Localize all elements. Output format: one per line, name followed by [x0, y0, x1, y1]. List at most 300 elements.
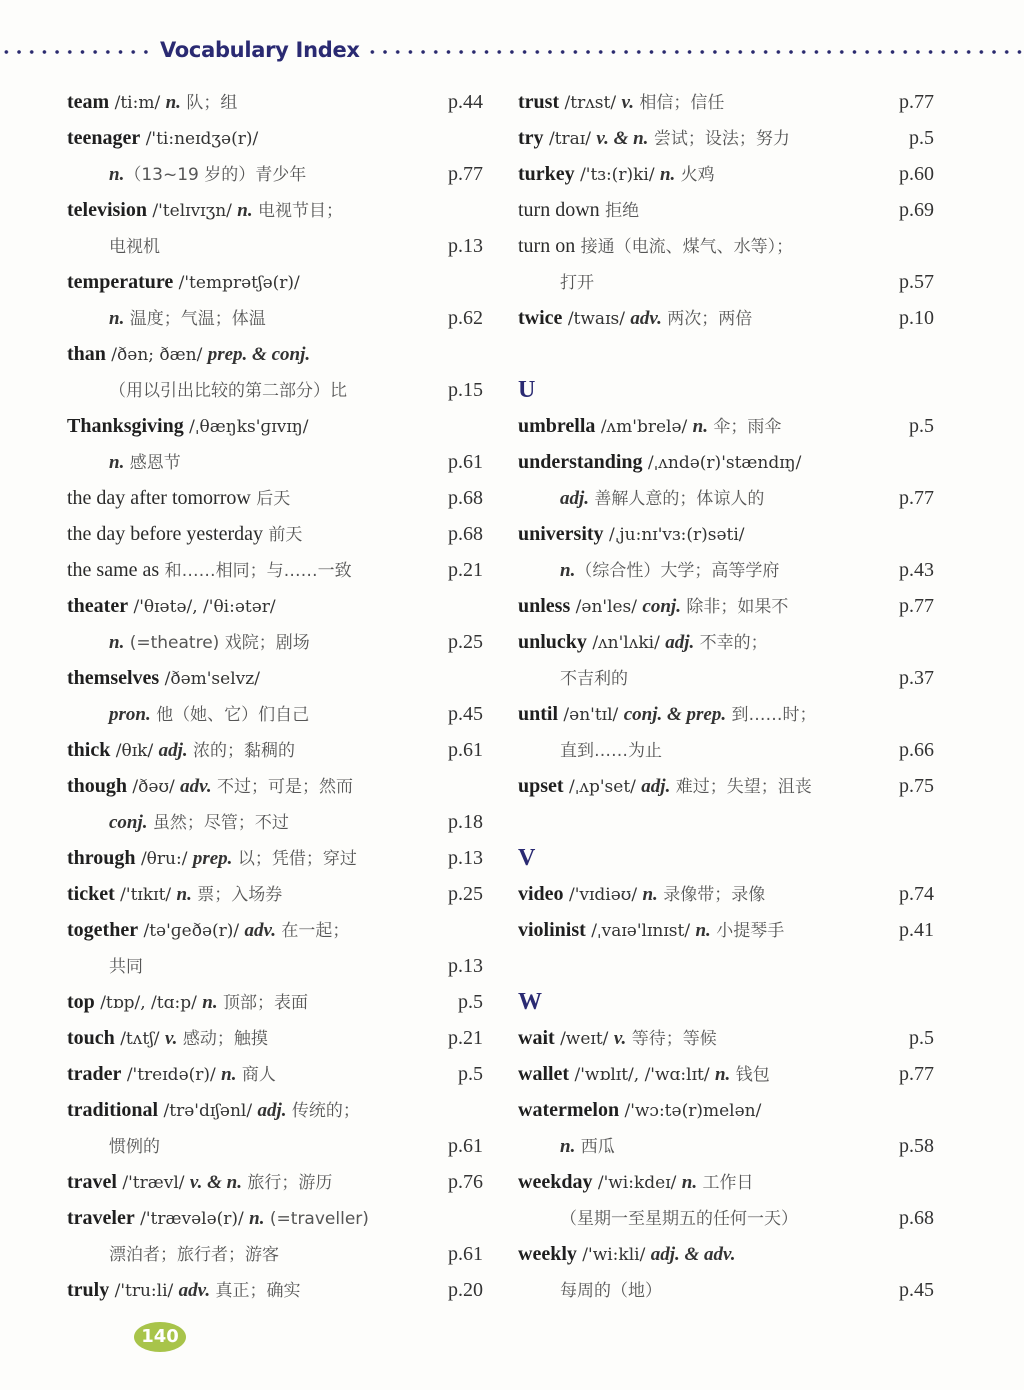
- headword: try: [518, 127, 544, 149]
- phonetic: /ti:m/: [109, 93, 166, 113]
- entry-continuation: [67, 372, 483, 408]
- page-ref: p.25: [448, 631, 483, 653]
- headword: wait: [518, 1027, 555, 1049]
- definition: 和……相同；与……一致: [159, 561, 352, 581]
- entry-body: [518, 1063, 770, 1085]
- page-ref: p.57: [899, 271, 934, 293]
- vocab-entry: [67, 660, 483, 696]
- vocab-entry: [518, 84, 934, 120]
- definition: 录像带；录像: [657, 885, 766, 905]
- dotted-rule-right: [366, 50, 1024, 54]
- definition: 不过；可是；然而: [211, 777, 354, 797]
- entry-body: [67, 487, 290, 509]
- definition: 不吉利的: [560, 669, 628, 689]
- definition: 惯例的: [109, 1137, 160, 1157]
- entry-body: [67, 1171, 332, 1193]
- entry-continuation: [518, 732, 934, 768]
- entry-body: [67, 523, 302, 545]
- part-of-speech: n.: [237, 200, 253, 221]
- definition: 不幸的；: [694, 633, 768, 653]
- entry-body: [518, 487, 764, 509]
- definition: 在一起；: [276, 921, 350, 941]
- phrase: the day after tomorrow: [67, 487, 251, 509]
- headword: through: [67, 847, 136, 869]
- headword: traditional: [67, 1099, 159, 1121]
- entry-continuation: [67, 444, 483, 480]
- headword: teenager: [67, 127, 141, 149]
- vocab-entry: [67, 1200, 483, 1236]
- phonetic: /ˌvaɪə'lɪnɪst/: [585, 921, 696, 941]
- entry-body: [67, 1099, 360, 1121]
- entry-body: [67, 595, 276, 617]
- entry-body: [518, 271, 594, 293]
- page-ref: p.61: [448, 451, 483, 473]
- headword: weekly: [518, 1243, 577, 1265]
- definition: 西瓜: [575, 1137, 615, 1157]
- page-title: Vocabulary Index: [160, 38, 360, 62]
- phonetic: /'wɒlɪt/, /'wɑ:lɪt/: [569, 1065, 715, 1085]
- entry-continuation: [518, 552, 934, 588]
- page-ref: p.77: [899, 487, 934, 509]
- definition: 旅行；游历: [241, 1173, 333, 1193]
- vocab-entry: [67, 1056, 483, 1092]
- section-gap: [518, 804, 934, 840]
- phonetic: /'wɔ:tə(r)melən/: [619, 1101, 762, 1121]
- definition: 难过；失望；沮丧: [670, 777, 812, 797]
- entry-body: [67, 415, 308, 437]
- part-of-speech: n.: [695, 920, 711, 941]
- page-ref: p.58: [899, 1135, 934, 1157]
- page-ref: p.13: [448, 847, 483, 869]
- page-ref: p.61: [448, 739, 483, 761]
- definition: 前天: [263, 525, 303, 545]
- phrase: turn on: [518, 235, 576, 257]
- vocab-entry: [518, 912, 934, 948]
- entry-body: [67, 739, 295, 761]
- phonetic: /'trævl/: [116, 1173, 190, 1193]
- entry-body: [67, 919, 349, 941]
- phonetic: /ˌju:nɪ'vɜ:(r)səti/: [603, 525, 745, 545]
- vocab-entry: [518, 516, 934, 552]
- vocab-entry: [67, 912, 483, 948]
- entry-continuation: [518, 264, 934, 300]
- headword: violinist: [518, 919, 586, 941]
- vocab-entry: [67, 516, 483, 552]
- definition: 相信；信任: [633, 93, 725, 113]
- headword: watermelon: [518, 1099, 620, 1121]
- page-header: [0, 36, 1024, 66]
- page-ref: p.68: [899, 1207, 934, 1229]
- entry-body: [518, 1171, 754, 1193]
- definition: 伞；雨伞: [707, 417, 782, 437]
- page-ref: p.69: [899, 199, 934, 221]
- entry-body: [518, 1243, 736, 1265]
- page-ref: p.77: [448, 163, 483, 185]
- headword: top: [67, 991, 95, 1013]
- headword: than: [67, 343, 106, 365]
- headword: Thanksgiving: [67, 415, 184, 437]
- section-gap: [518, 336, 934, 372]
- phonetic: /θru:/: [135, 849, 193, 869]
- vocab-entry: [67, 552, 483, 588]
- phonetic: /ˌθæŋks'ɡɪvɪŋ/: [183, 417, 309, 437]
- vocab-entry: [67, 480, 483, 516]
- definition: 虽然；尽管；不过: [147, 813, 289, 833]
- headword: traveler: [67, 1207, 135, 1229]
- vocab-entry: [67, 588, 483, 624]
- right-column: [518, 84, 934, 1308]
- definition: 漂泊者；旅行者；游客: [109, 1245, 279, 1265]
- page-ref: p.5: [458, 1063, 483, 1085]
- definition: 共同: [109, 957, 143, 977]
- part-of-speech: v. & n.: [596, 128, 649, 149]
- headword: until: [518, 703, 559, 725]
- phrase: the day before yesterday: [67, 523, 264, 545]
- page-ref: p.20: [448, 1279, 483, 1301]
- definition: 除非；如果不: [680, 597, 789, 617]
- definition: 以；凭借；穿过: [232, 849, 357, 869]
- entry-body: [67, 1027, 268, 1049]
- entry-body: [67, 775, 353, 797]
- entry-body: [518, 595, 788, 617]
- definition: （星期一至星期五的任何一天）: [560, 1209, 798, 1229]
- page-ref: p.21: [448, 1027, 483, 1049]
- entry-body: [518, 1207, 798, 1229]
- entry-continuation: [67, 804, 483, 840]
- definition: 后天: [250, 489, 291, 509]
- vocab-entry: [67, 876, 483, 912]
- headword: upset: [518, 775, 564, 797]
- entry-body: [67, 1207, 369, 1229]
- part-of-speech: v.: [613, 1028, 627, 1049]
- entry-body: [67, 883, 282, 905]
- part-of-speech: adj.: [257, 1100, 287, 1121]
- page-ref: p.45: [448, 703, 483, 725]
- vocab-entry: [518, 876, 934, 912]
- page-ref: p.60: [899, 163, 934, 185]
- part-of-speech: n.: [202, 992, 218, 1013]
- headword: trust: [518, 91, 560, 113]
- page-number-badge: 140: [134, 1322, 186, 1352]
- definition: 传统的；: [286, 1101, 360, 1121]
- entry-body: [518, 667, 628, 689]
- section-letter: W: [518, 989, 542, 1015]
- definition: 善解人意的；体谅人的: [589, 489, 765, 509]
- entry-continuation: [518, 660, 934, 696]
- definition: 钱包: [730, 1065, 770, 1085]
- part-of-speech: v.: [164, 1028, 178, 1049]
- phonetic: /'wi:kdeɪ/: [592, 1173, 682, 1193]
- definition: 电视节目；: [252, 201, 344, 221]
- definition: 感动；触摸: [177, 1029, 268, 1049]
- entry-body: [518, 307, 752, 329]
- phonetic: /ən'tɪl/: [558, 705, 624, 725]
- entry-body: [518, 1027, 717, 1049]
- vocab-entry: [67, 1164, 483, 1200]
- phonetic: /'temprətʃə(r)/: [173, 273, 300, 293]
- entry-continuation: [518, 1200, 934, 1236]
- phonetic: /tʌtʃ/: [114, 1029, 165, 1049]
- phonetic: /'vɪdiəʊ/: [563, 885, 643, 905]
- entry-body: [67, 127, 258, 149]
- section-letter: V: [518, 845, 536, 871]
- part-of-speech: n.: [221, 1064, 237, 1085]
- phonetic: /weɪt/: [554, 1029, 614, 1049]
- part-of-speech: n.: [109, 308, 125, 329]
- entry-body: [518, 523, 745, 545]
- entry-body: [518, 163, 715, 185]
- headword: unlucky: [518, 631, 587, 653]
- phonetic: /'wi:kli/: [576, 1245, 651, 1265]
- phonetic: /'θɪətə/, /'θi:ətər/: [128, 597, 276, 617]
- entry-body: [67, 343, 310, 365]
- page-ref: p.5: [909, 127, 934, 149]
- part-of-speech: n.: [176, 884, 192, 905]
- headword: weekday: [518, 1171, 593, 1193]
- headword: truly: [67, 1279, 110, 1301]
- vocab-entry: [518, 300, 934, 336]
- vocab-entry: [67, 408, 483, 444]
- page-ref: p.74: [899, 883, 934, 905]
- page-ref: p.21: [448, 559, 483, 581]
- page-ref: p.44: [448, 91, 483, 113]
- definition: 打开: [560, 273, 594, 293]
- part-of-speech: v. & n.: [189, 1172, 242, 1193]
- part-of-speech: n.: [109, 452, 125, 473]
- entry-body: [67, 379, 347, 401]
- definition: 票；入场券: [191, 885, 283, 905]
- headword: ticket: [67, 883, 115, 905]
- entry-continuation: [67, 228, 483, 264]
- definition: (=theatre) 戏院；剧场: [124, 633, 310, 653]
- entry-body: [67, 307, 266, 329]
- entry-body: [518, 1135, 615, 1157]
- phonetic: /twaɪs/: [562, 309, 631, 329]
- headword: thick: [67, 739, 111, 761]
- definition: （综合性）大学；高等学府: [575, 561, 780, 581]
- headword: twice: [518, 307, 563, 329]
- entry-body: [67, 811, 289, 833]
- page-ref: p.66: [899, 739, 934, 761]
- entry-body: [67, 235, 160, 257]
- part-of-speech: n.: [642, 884, 658, 905]
- phonetic: /ˌʌp'set/: [563, 777, 642, 797]
- entry-body: [518, 235, 793, 257]
- part-of-speech: n.: [681, 1172, 698, 1193]
- part-of-speech: adj.: [560, 488, 590, 509]
- definition: 尝试；设法；努力: [648, 129, 790, 149]
- entry-body: [518, 559, 779, 581]
- entry-body: [67, 1243, 279, 1265]
- page-ref: p.75: [899, 775, 934, 797]
- page-ref: p.43: [899, 559, 934, 581]
- entry-body: [67, 1135, 160, 1157]
- page-ref: p.68: [448, 487, 483, 509]
- vocab-entry: [67, 1020, 483, 1056]
- entry-body: [518, 631, 768, 653]
- vocab-entry: [67, 336, 483, 372]
- vocab-entry: [67, 192, 483, 228]
- headword: travel: [67, 1171, 117, 1193]
- part-of-speech: n.: [165, 92, 181, 113]
- definition: 电视机: [109, 237, 160, 257]
- page-ref: p.5: [458, 991, 483, 1013]
- vocab-entry: [518, 1164, 934, 1200]
- part-of-speech: n.: [714, 1064, 731, 1085]
- page-ref: p.5: [909, 1027, 934, 1049]
- entry-body: [67, 1279, 301, 1301]
- vocab-entry: [518, 624, 934, 660]
- page-ref: p.5: [909, 415, 934, 437]
- entry-body: [67, 847, 357, 869]
- definition: 顶部；表面: [217, 993, 308, 1013]
- part-of-speech: adj.: [158, 740, 188, 761]
- headword: touch: [67, 1027, 115, 1049]
- part-of-speech: n.: [109, 632, 125, 653]
- entry-body: [518, 415, 781, 437]
- entry-body: [518, 451, 801, 473]
- vocab-entry: [518, 444, 934, 480]
- definition: 接通（电流、煤气、水等）；: [575, 237, 794, 257]
- entry-body: [67, 991, 308, 1013]
- phonetic: /ðəʊ/: [127, 777, 181, 797]
- entry-body: [518, 91, 724, 113]
- phonetic: /tɒp/, /tɑ:p/: [94, 993, 203, 1013]
- entry-body: [518, 883, 765, 905]
- part-of-speech: adv.: [630, 308, 662, 329]
- definition: 真正；确实: [210, 1281, 301, 1301]
- entry-body: [67, 199, 343, 221]
- headword: unless: [518, 595, 571, 617]
- entry-continuation: [518, 480, 934, 516]
- definition: 队；组: [180, 93, 238, 113]
- page-ref: p.77: [899, 1063, 934, 1085]
- phonetic: /trʌst/: [559, 93, 622, 113]
- page-ref: p.15: [448, 379, 483, 401]
- entry-body: [518, 739, 662, 761]
- vocab-entry: [518, 120, 934, 156]
- entry-body: [67, 667, 260, 689]
- phonetic: /θɪk/: [110, 741, 159, 761]
- entry-body: [67, 955, 143, 977]
- vocab-entry: [67, 264, 483, 300]
- definition: 浓的；黏稠的: [187, 741, 296, 761]
- definition: 拒绝: [599, 201, 640, 221]
- phonetic: /ʌm'brelə/: [595, 417, 693, 437]
- entry-body: [67, 451, 181, 473]
- definition: 工作日: [697, 1173, 754, 1193]
- part-of-speech: n.: [560, 560, 576, 581]
- phonetic: /'tɜ:(r)ki/: [574, 165, 660, 185]
- part-of-speech: n.: [249, 1208, 265, 1229]
- headword: university: [518, 523, 604, 545]
- headword: trader: [67, 1063, 122, 1085]
- page-ref: p.37: [899, 667, 934, 689]
- page-ref: p.77: [899, 595, 934, 617]
- entry-body: [518, 703, 816, 725]
- vocab-entry: [518, 228, 934, 264]
- vocab-entry: [518, 156, 934, 192]
- part-of-speech: adj.: [665, 632, 695, 653]
- entry-body: [67, 559, 352, 581]
- part-of-speech: conj.: [642, 596, 681, 617]
- page-ref: p.62: [448, 307, 483, 329]
- page-ref: p.13: [448, 235, 483, 257]
- page-ref: p.18: [448, 811, 483, 833]
- entry-continuation: [67, 1128, 483, 1164]
- page-ref: p.10: [899, 307, 934, 329]
- vocab-entry: [518, 588, 934, 624]
- entry-continuation: [67, 1236, 483, 1272]
- vocab-entry: [518, 696, 934, 732]
- section-gap: [518, 948, 934, 984]
- definition: 直到……为止: [560, 741, 662, 761]
- entry-body: [67, 163, 306, 185]
- page-ref: p.13: [448, 955, 483, 977]
- headword: themselves: [67, 667, 160, 689]
- part-of-speech: conj. & prep.: [623, 704, 727, 725]
- vocab-entry: [518, 1020, 934, 1056]
- entry-body: [67, 271, 300, 293]
- definition: （用以引出比较的第二部分）比: [109, 381, 347, 401]
- part-of-speech: adv.: [244, 920, 277, 941]
- part-of-speech: adj.: [641, 776, 671, 797]
- page-ref: p.25: [448, 883, 483, 905]
- headword: temperature: [67, 271, 174, 293]
- entry-continuation: [67, 156, 483, 192]
- headword: understanding: [518, 451, 643, 473]
- dotted-rule-left: [0, 50, 152, 54]
- page-ref: p.41: [899, 919, 934, 941]
- phonetic: /ʌn'lʌki/: [586, 633, 666, 653]
- page-ref: p.61: [448, 1135, 483, 1157]
- vocab-entry: [67, 732, 483, 768]
- phrase: the same as: [67, 559, 160, 581]
- phonetic: /tə'ɡeðə(r)/: [138, 921, 245, 941]
- page-ref: p.45: [899, 1279, 934, 1301]
- page-ref: p.77: [899, 91, 934, 113]
- part-of-speech: adv.: [178, 1280, 211, 1301]
- phonetic: /ən'les/: [570, 597, 643, 617]
- phonetic: /ðən; ðæn/: [105, 345, 208, 365]
- vocab-entry: [518, 768, 934, 804]
- vocab-entry: [518, 1056, 934, 1092]
- phonetic: /'trævələ(r)/: [134, 1209, 250, 1229]
- entry-continuation: [67, 696, 483, 732]
- vocab-entry: [67, 1092, 483, 1128]
- part-of-speech: n.: [109, 164, 125, 185]
- headword: turkey: [518, 163, 575, 185]
- vocab-entry: [518, 408, 934, 444]
- section-letter: U: [518, 377, 536, 403]
- part-of-speech: adj. & adv.: [650, 1244, 736, 1265]
- headword: theater: [67, 595, 129, 617]
- vocab-entry: [67, 840, 483, 876]
- part-of-speech: conj.: [109, 812, 148, 833]
- definition: 商人: [236, 1065, 276, 1085]
- definition: (=traveller): [264, 1209, 369, 1229]
- part-of-speech: v.: [621, 92, 634, 113]
- definition: 每周的（地）: [560, 1281, 662, 1301]
- part-of-speech: n.: [659, 164, 676, 185]
- headword: umbrella: [518, 415, 596, 437]
- entry-continuation: [518, 1272, 934, 1308]
- page-ref: p.76: [448, 1171, 483, 1193]
- entry-body: [518, 775, 812, 797]
- definition: （13~19 岁的）青少年: [124, 165, 307, 185]
- left-column: [67, 84, 483, 1308]
- entry-body: [67, 631, 310, 653]
